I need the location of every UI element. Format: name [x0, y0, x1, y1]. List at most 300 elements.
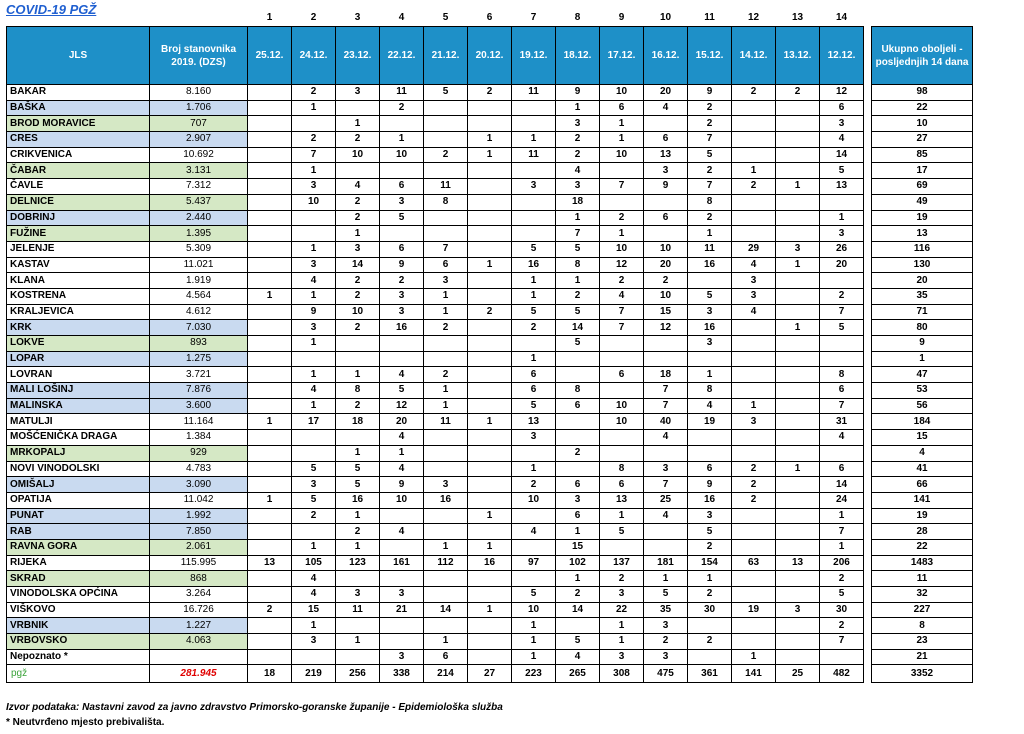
- spacer-cell: [864, 477, 872, 493]
- case-count: 1: [512, 634, 556, 650]
- spacer-cell: [864, 273, 872, 289]
- case-count: [468, 367, 512, 383]
- total-value: 28: [872, 524, 973, 540]
- case-count: [732, 571, 776, 587]
- case-count: 2: [468, 304, 512, 320]
- case-count: 2: [336, 320, 380, 336]
- header-date: 25.12.: [248, 27, 292, 85]
- case-count: [776, 304, 820, 320]
- case-count: [380, 116, 424, 132]
- case-count: 4: [600, 288, 644, 304]
- population-value: 2.440: [150, 210, 248, 226]
- case-count: 2: [776, 85, 820, 101]
- municipality-name: VINODOLSKA OPĆINA: [7, 587, 150, 603]
- table-row: [7, 649, 973, 665]
- case-count: [512, 226, 556, 242]
- case-count: 6: [820, 461, 864, 477]
- case-count: [644, 539, 688, 555]
- municipality-name: VRBOVSKO: [7, 634, 150, 650]
- case-count: 6: [556, 477, 600, 493]
- case-count: 4: [380, 430, 424, 446]
- total-value: 35: [872, 288, 973, 304]
- case-count: [556, 461, 600, 477]
- case-count: 1: [292, 539, 336, 555]
- table-row: [7, 383, 973, 399]
- case-count: 2: [732, 85, 776, 101]
- case-count: 11: [512, 147, 556, 163]
- case-count: 4: [644, 508, 688, 524]
- table-row: [7, 587, 973, 603]
- case-count: 2: [600, 571, 644, 587]
- case-count: 16: [512, 257, 556, 273]
- case-count: 7: [600, 179, 644, 195]
- population-value: [150, 649, 248, 665]
- case-count: [600, 351, 644, 367]
- case-count: [468, 320, 512, 336]
- case-count: 20: [820, 257, 864, 273]
- case-count: 4: [292, 273, 336, 289]
- municipality-name: VRBNIK: [7, 618, 150, 634]
- case-count: 1: [424, 398, 468, 414]
- case-count: [600, 383, 644, 399]
- population-value: 893: [150, 336, 248, 352]
- case-count: 8: [688, 194, 732, 210]
- case-count: 26: [820, 241, 864, 257]
- population-value: 2.061: [150, 539, 248, 555]
- table-row: [7, 602, 973, 618]
- case-count: 6: [512, 367, 556, 383]
- case-count: 2: [688, 163, 732, 179]
- case-count: [776, 524, 820, 540]
- case-count: 3: [424, 477, 468, 493]
- population-value: 4.063: [150, 634, 248, 650]
- case-count: 1: [644, 571, 688, 587]
- case-count: 7: [820, 398, 864, 414]
- total-value: 13: [872, 226, 973, 242]
- case-count: 5: [292, 461, 336, 477]
- population-value: 1.919: [150, 273, 248, 289]
- population-value: 4.612: [150, 304, 248, 320]
- case-count: 5: [512, 241, 556, 257]
- case-count: 2: [556, 288, 600, 304]
- case-count: [248, 226, 292, 242]
- population-value: 929: [150, 445, 248, 461]
- municipality-name: PUNAT: [7, 508, 150, 524]
- case-count: 2: [600, 210, 644, 226]
- case-count: 1: [380, 445, 424, 461]
- summary-count: 308: [600, 665, 644, 683]
- spacer-cell: [864, 194, 872, 210]
- case-count: 2: [688, 634, 732, 650]
- case-count: [380, 336, 424, 352]
- case-count: [292, 226, 336, 242]
- case-count: 7: [556, 226, 600, 242]
- case-count: 1: [600, 132, 644, 148]
- case-count: [732, 116, 776, 132]
- case-count: 1: [600, 116, 644, 132]
- case-count: 1: [600, 618, 644, 634]
- case-count: 1: [512, 351, 556, 367]
- page-title: COVID-19 PGŽ: [6, 2, 97, 17]
- case-count: [424, 132, 468, 148]
- spacer-cell: [864, 492, 872, 508]
- case-count: [732, 508, 776, 524]
- case-count: 1: [424, 539, 468, 555]
- case-count: [380, 571, 424, 587]
- case-count: 14: [556, 320, 600, 336]
- case-count: 5: [556, 304, 600, 320]
- case-count: [336, 163, 380, 179]
- case-count: 1: [776, 461, 820, 477]
- case-count: 3: [688, 508, 732, 524]
- case-count: 22: [600, 602, 644, 618]
- spacer-cell: [864, 445, 872, 461]
- day-number: 7: [530, 12, 537, 23]
- case-count: 3: [336, 587, 380, 603]
- case-count: 1: [468, 147, 512, 163]
- case-count: [688, 351, 732, 367]
- total-value: 32: [872, 587, 973, 603]
- case-count: 5: [688, 288, 732, 304]
- spacer-cell: [864, 132, 872, 148]
- header-date: 20.12.: [468, 27, 512, 85]
- case-count: 7: [688, 179, 732, 195]
- case-count: 18: [556, 194, 600, 210]
- case-count: 2: [688, 210, 732, 226]
- case-count: [248, 618, 292, 634]
- municipality-name: RIJEKA: [7, 555, 150, 571]
- summary-count: 475: [644, 665, 688, 683]
- case-count: 1: [556, 210, 600, 226]
- case-count: 1: [248, 492, 292, 508]
- case-count: 10: [512, 602, 556, 618]
- case-count: 2: [380, 100, 424, 116]
- case-count: 97: [512, 555, 556, 571]
- summary-count: 214: [424, 665, 468, 683]
- case-count: 9: [644, 179, 688, 195]
- total-value: 1483: [872, 555, 973, 571]
- case-count: 2: [512, 477, 556, 493]
- case-count: 7: [600, 320, 644, 336]
- case-count: 3: [380, 194, 424, 210]
- case-count: 16: [468, 555, 512, 571]
- case-count: 123: [336, 555, 380, 571]
- case-count: [556, 618, 600, 634]
- case-count: [468, 210, 512, 226]
- population-value: 5.437: [150, 194, 248, 210]
- case-count: 2: [292, 508, 336, 524]
- case-count: 3: [644, 618, 688, 634]
- case-count: 1: [512, 618, 556, 634]
- case-count: 1: [688, 571, 732, 587]
- municipality-name: FUŽINE: [7, 226, 150, 242]
- case-count: 3: [380, 288, 424, 304]
- case-count: 2: [336, 273, 380, 289]
- population-value: 4.783: [150, 461, 248, 477]
- case-count: 2: [336, 132, 380, 148]
- case-count: 1: [468, 539, 512, 555]
- population-value: 10.692: [150, 147, 248, 163]
- spacer-cell: [864, 555, 872, 571]
- case-count: [336, 430, 380, 446]
- case-count: 4: [512, 524, 556, 540]
- case-count: 10: [600, 85, 644, 101]
- table-row: [7, 445, 973, 461]
- case-count: [732, 367, 776, 383]
- spacer-cell: [864, 602, 872, 618]
- case-count: 17: [292, 414, 336, 430]
- case-count: 2: [556, 147, 600, 163]
- spacer-cell: [864, 147, 872, 163]
- case-count: 1: [512, 288, 556, 304]
- case-count: 137: [600, 555, 644, 571]
- case-count: [512, 508, 556, 524]
- table-row: [7, 147, 973, 163]
- case-count: 10: [644, 241, 688, 257]
- case-count: 12: [600, 257, 644, 273]
- case-count: 21: [380, 602, 424, 618]
- total-value: 41: [872, 461, 973, 477]
- case-count: [776, 508, 820, 524]
- header-row: [7, 27, 973, 85]
- case-count: 2: [468, 85, 512, 101]
- case-count: 63: [732, 555, 776, 571]
- case-count: 5: [336, 477, 380, 493]
- summary-count: 223: [512, 665, 556, 683]
- header-date: 21.12.: [424, 27, 468, 85]
- day-number: 2: [310, 12, 317, 23]
- table-row: [7, 85, 973, 101]
- case-count: [292, 524, 336, 540]
- case-count: [732, 226, 776, 242]
- case-count: 4: [688, 398, 732, 414]
- municipality-name: ČAVLE: [7, 179, 150, 195]
- summary-count: 361: [688, 665, 732, 683]
- case-count: [556, 414, 600, 430]
- table-row: [7, 492, 973, 508]
- case-count: 5: [556, 336, 600, 352]
- case-count: 10: [600, 147, 644, 163]
- case-count: [292, 430, 336, 446]
- day-number: 3: [354, 12, 361, 23]
- case-count: 4: [380, 367, 424, 383]
- case-count: 2: [336, 398, 380, 414]
- case-count: 5: [292, 492, 336, 508]
- case-count: 5: [336, 461, 380, 477]
- case-count: 1: [468, 602, 512, 618]
- case-count: [248, 649, 292, 665]
- case-count: 14: [556, 602, 600, 618]
- case-count: [556, 351, 600, 367]
- case-count: 1: [292, 100, 336, 116]
- case-count: [776, 383, 820, 399]
- case-count: [248, 179, 292, 195]
- municipality-name: MRKOPALJ: [7, 445, 150, 461]
- municipality-name: DELNICE: [7, 194, 150, 210]
- case-count: [248, 116, 292, 132]
- municipality-name: LOKVE: [7, 336, 150, 352]
- header-date: 22.12.: [380, 27, 424, 85]
- case-count: [380, 634, 424, 650]
- case-count: 18: [336, 414, 380, 430]
- case-count: 3: [292, 320, 336, 336]
- case-count: [248, 304, 292, 320]
- case-count: 1: [556, 100, 600, 116]
- total-value: 22: [872, 539, 973, 555]
- case-count: [776, 477, 820, 493]
- case-count: [776, 539, 820, 555]
- case-count: 1: [292, 241, 336, 257]
- spacer-cell: [150, 10, 248, 27]
- case-count: [644, 351, 688, 367]
- case-count: [512, 336, 556, 352]
- case-count: [776, 194, 820, 210]
- case-count: 11: [380, 85, 424, 101]
- total-value: 116: [872, 241, 973, 257]
- case-count: 2: [292, 85, 336, 101]
- municipality-name: MALI LOŠINJ: [7, 383, 150, 399]
- case-count: 3: [820, 226, 864, 242]
- case-count: 1: [600, 634, 644, 650]
- case-count: 5: [512, 398, 556, 414]
- summary-total: 3352: [872, 665, 973, 683]
- total-value: 49: [872, 194, 973, 210]
- case-count: [776, 273, 820, 289]
- case-count: [380, 508, 424, 524]
- case-count: [380, 539, 424, 555]
- case-count: 9: [688, 477, 732, 493]
- case-count: [468, 383, 512, 399]
- case-count: [248, 634, 292, 650]
- case-count: 30: [688, 602, 732, 618]
- case-count: 8: [688, 383, 732, 399]
- case-count: [732, 634, 776, 650]
- case-count: 1: [248, 414, 292, 430]
- total-value: 69: [872, 179, 973, 195]
- case-count: 4: [292, 587, 336, 603]
- case-count: [248, 273, 292, 289]
- municipality-name: LOPAR: [7, 351, 150, 367]
- table-row: [7, 634, 973, 650]
- case-count: 1: [732, 649, 776, 665]
- case-count: 3: [380, 304, 424, 320]
- case-count: [512, 163, 556, 179]
- spacer-cell: [864, 257, 872, 273]
- case-count: 112: [424, 555, 468, 571]
- table-row: [7, 524, 973, 540]
- summary-population: 281.945: [150, 665, 248, 683]
- case-count: 6: [556, 398, 600, 414]
- case-count: [424, 210, 468, 226]
- total-value: 66: [872, 477, 973, 493]
- case-count: 20: [644, 85, 688, 101]
- table-row: [7, 555, 973, 571]
- municipality-name: RAVNA GORA: [7, 539, 150, 555]
- case-count: 2: [556, 132, 600, 148]
- case-count: 16: [424, 492, 468, 508]
- case-count: 14: [820, 477, 864, 493]
- case-count: [336, 618, 380, 634]
- case-count: 3: [556, 179, 600, 195]
- total-value: 130: [872, 257, 973, 273]
- case-count: 1: [468, 414, 512, 430]
- case-count: [776, 492, 820, 508]
- spacer-cell: [7, 10, 150, 27]
- case-count: 6: [556, 508, 600, 524]
- case-count: 13: [644, 147, 688, 163]
- case-count: 7: [600, 304, 644, 320]
- case-count: 1: [600, 508, 644, 524]
- case-count: [248, 194, 292, 210]
- municipality-name: MOŠĆENIČKA DRAGA: [7, 430, 150, 446]
- case-count: 5: [380, 383, 424, 399]
- case-count: 3: [732, 288, 776, 304]
- case-count: 154: [688, 555, 732, 571]
- case-count: 1: [336, 445, 380, 461]
- case-count: 11: [336, 602, 380, 618]
- total-value: 141: [872, 492, 973, 508]
- case-count: 4: [820, 132, 864, 148]
- case-count: 2: [688, 116, 732, 132]
- table-row: [7, 414, 973, 430]
- municipality-name: ČABAR: [7, 163, 150, 179]
- case-count: 6: [644, 210, 688, 226]
- case-count: [732, 147, 776, 163]
- table-row: [7, 571, 973, 587]
- case-count: 1: [292, 288, 336, 304]
- case-count: 1: [556, 273, 600, 289]
- case-count: [468, 241, 512, 257]
- case-count: [600, 445, 644, 461]
- spacer-cell: [864, 336, 872, 352]
- spacer-cell: [864, 116, 872, 132]
- total-value: 85: [872, 147, 973, 163]
- case-count: 3: [688, 336, 732, 352]
- case-count: 4: [644, 430, 688, 446]
- total-value: 17: [872, 163, 973, 179]
- case-count: [820, 351, 864, 367]
- case-count: [424, 508, 468, 524]
- total-value: 20: [872, 273, 973, 289]
- population-value: 1.227: [150, 618, 248, 634]
- case-count: 4: [732, 304, 776, 320]
- case-count: [776, 163, 820, 179]
- case-count: 1: [820, 508, 864, 524]
- header-date: 17.12.: [600, 27, 644, 85]
- spacer-cell: [864, 524, 872, 540]
- table-row: [7, 241, 973, 257]
- summary-count: 265: [556, 665, 600, 683]
- case-count: 14: [336, 257, 380, 273]
- case-count: 181: [644, 555, 688, 571]
- case-count: [424, 226, 468, 242]
- case-count: 1: [468, 132, 512, 148]
- case-count: 13: [776, 555, 820, 571]
- case-count: 2: [688, 587, 732, 603]
- case-count: [776, 571, 820, 587]
- header-date: 13.12.: [776, 27, 820, 85]
- municipality-name: NOVI VINODOLSKI: [7, 461, 150, 477]
- case-count: 3: [688, 304, 732, 320]
- summary-count: 25: [776, 665, 820, 683]
- case-count: 2: [820, 571, 864, 587]
- table-row: [7, 210, 973, 226]
- spacer-cell: [864, 383, 872, 399]
- table-row: [7, 618, 973, 634]
- source-note: Izvor podataka: Nastavni zavod za javno zdravstvo Primorsko-goranske županije - Epidemiološka služba: [6, 702, 503, 713]
- case-count: [248, 430, 292, 446]
- municipality-name: OMIŠALJ: [7, 477, 150, 493]
